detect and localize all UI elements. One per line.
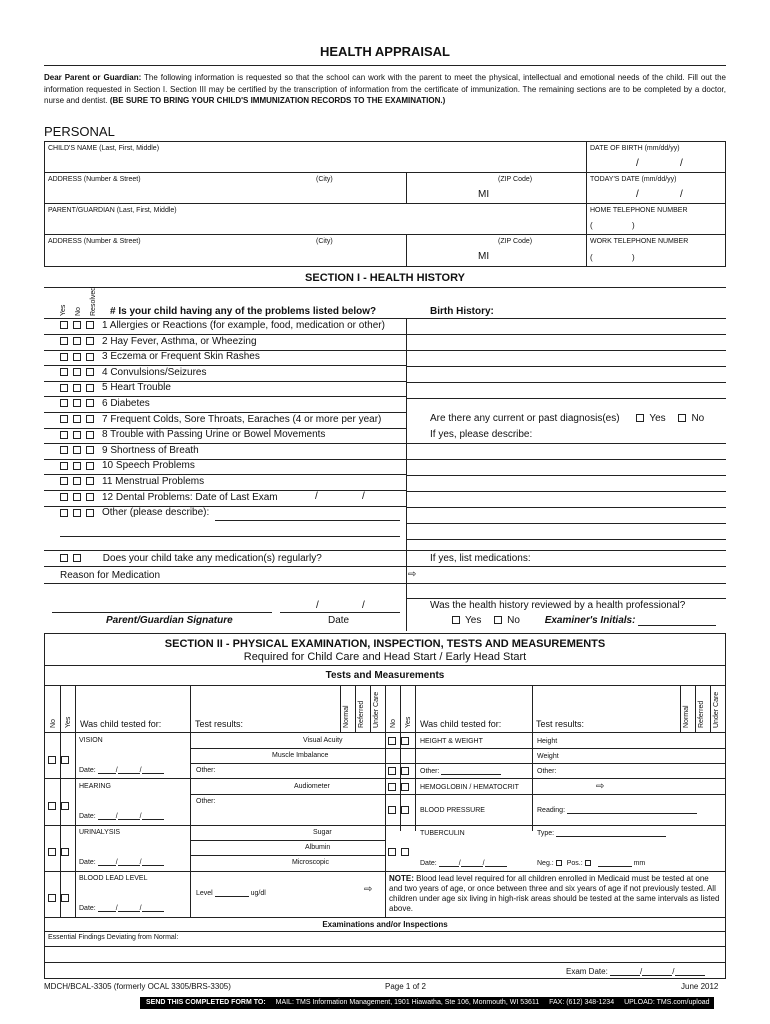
problem-resolved-checkbox[interactable] — [86, 509, 94, 517]
slash: / — [680, 158, 683, 169]
weight-label: Weight — [537, 753, 559, 760]
problem-resolved-checkbox[interactable] — [86, 493, 94, 501]
pos-label: Pos.: — [566, 860, 583, 867]
col-yes-left: Yes — [65, 716, 72, 728]
todays-date-field[interactable] — [590, 184, 722, 202]
col-under-care-right: Under Care — [713, 691, 720, 728]
col-referred-left: Referred — [358, 700, 365, 728]
lead-note — [389, 874, 721, 914]
child-name-field[interactable] — [48, 153, 584, 171]
vision-label: VISION — [79, 737, 103, 744]
tb-date — [420, 860, 507, 867]
date-label: Date: — [79, 767, 96, 774]
problem-resolved-checkbox[interactable] — [86, 321, 94, 329]
other-test-field[interactable] — [441, 768, 501, 775]
child-name-label: CHILD'S NAME (Last, First, Middle) — [48, 145, 160, 152]
paren: ) — [632, 221, 635, 230]
todays-date-label: TODAY'S DATE (mm/dd/yy) — [590, 176, 677, 183]
fax-number: FAX: (612) 348-1234 — [549, 999, 615, 1006]
problem-resolved-checkbox[interactable] — [86, 399, 94, 407]
vision-other-label: Other: — [196, 767, 216, 774]
slash: / — [362, 600, 365, 611]
problem-yes-checkbox[interactable] — [60, 462, 68, 470]
tb-result — [537, 860, 645, 867]
visual-acuity-label: Visual Acuity — [303, 737, 343, 744]
slash: / — [636, 158, 639, 169]
slash: / — [636, 189, 639, 200]
address2-label: ADDRESS (Number & Street) — [48, 238, 141, 245]
bp-checkboxes — [388, 806, 414, 814]
problem-row — [60, 414, 381, 425]
exams-heading: Examinations and/or Inspections — [322, 920, 448, 929]
problem-no-checkbox[interactable] — [73, 399, 81, 407]
no-label: No — [691, 413, 705, 424]
problem-row — [60, 320, 385, 331]
problem-label: 5 Heart Trouble — [102, 382, 171, 394]
paren: ) — [632, 253, 635, 262]
zip2-label: (ZIP Code) — [498, 238, 533, 245]
arrow-icon: ⇨ — [408, 569, 417, 580]
problem-resolved-checkbox[interactable] — [86, 462, 94, 470]
problem-label: 8 Trouble with Passing Urine or Bowel Movements — [102, 429, 326, 441]
problem-no-checkbox[interactable] — [73, 509, 81, 517]
medication-row — [60, 553, 322, 564]
intro-lead: Dear Parent or Guardian: — [44, 73, 142, 82]
slash: / — [139, 905, 142, 912]
ugdl-label: ug/dl — [250, 890, 266, 897]
form-id: MDCH/BCAL-3305 (formerly OCAL 3305/BRS-3305) — [44, 982, 231, 991]
tests-heading: Tests and Measurements — [325, 670, 445, 681]
examiner-label: Examiner's Initials: — [544, 615, 636, 626]
paren: ( — [590, 221, 593, 230]
section2-subheading: Required for Child Care and Head Start / Early Head Start — [243, 651, 527, 663]
problem-no-checkbox[interactable] — [73, 477, 81, 485]
bp-reading-field[interactable] — [567, 807, 697, 814]
problem-yes-checkbox[interactable] — [60, 431, 68, 439]
problem-label: 11 Menstrual Problems — [102, 476, 205, 487]
zip-label: (ZIP Code) — [498, 176, 533, 183]
tb-no-checkbox[interactable] — [388, 848, 396, 856]
date-label: Date: — [79, 859, 96, 866]
problem-row — [60, 476, 204, 487]
test-results-right: Test results: — [536, 719, 585, 729]
mi-label: MI — [478, 189, 490, 200]
slash: / — [139, 859, 142, 866]
reviewed-no-checkbox[interactable] — [494, 616, 502, 624]
arrow-icon: ⇨ — [596, 781, 605, 792]
home-phone-label: HOME TELEPHONE NUMBER — [590, 207, 688, 214]
slash: / — [315, 491, 318, 502]
if-yes-list: If yes, list medications: — [430, 553, 531, 564]
hw-no-checkbox[interactable] — [388, 737, 396, 745]
problem-row — [60, 367, 207, 378]
problem-resolved-checkbox[interactable] — [86, 477, 94, 485]
exam-date — [566, 967, 705, 976]
vision-no-checkbox[interactable] — [48, 756, 56, 764]
col-referred-right: Referred — [698, 700, 705, 728]
mail-address: MAIL: TMS Information Management, 1901 Hiawatha, Ste 106, Monmouth, WI 53611 — [275, 999, 540, 1006]
problem-yes-checkbox[interactable] — [60, 337, 68, 345]
problem-row — [60, 382, 171, 393]
problem-row — [60, 336, 257, 347]
test-results-left: Test results: — [195, 719, 244, 729]
problem-no-checkbox[interactable] — [73, 431, 81, 439]
problem-resolved-checkbox[interactable] — [86, 353, 94, 361]
lead-checkboxes — [48, 894, 74, 902]
upload-link[interactable]: UPLOAD: TMS.com/upload — [624, 999, 710, 1006]
section2-heading: SECTION II - PHYSICAL EXAMINATION, INSPECTION, TESTS AND MEASUREMENTS — [164, 638, 606, 650]
col-under-care-left: Under Care — [373, 691, 380, 728]
arrow-icon: ⇨ — [364, 884, 373, 895]
was-tested-right: Was child tested for: — [420, 719, 502, 729]
address-label: ADDRESS (Number & Street) — [48, 176, 141, 183]
paren: ( — [590, 253, 593, 262]
medication-yes-checkbox[interactable] — [60, 554, 68, 562]
slash: / — [115, 813, 118, 820]
tb-type-field[interactable] — [556, 830, 666, 837]
hearing-other-label: Other: — [196, 798, 216, 805]
intro-text: The following information is requested so that the school can work with the parent to meet the physical, intellectual and emotional needs of the child. Fill out the information requested in Section I. Section III may be certified by the transcription of information from the certificate of immunization. The remaining sections are to be completed by a doctor, nurse and dentist. — [44, 73, 726, 105]
hearing-date — [79, 813, 164, 820]
was-tested-left: Was child tested for: — [80, 719, 162, 729]
problem-resolved-checkbox[interactable] — [86, 368, 94, 376]
diagnosis-text: Are there any current or past diagnosis(es) — [430, 413, 620, 424]
vision-yes-checkbox[interactable] — [61, 756, 69, 764]
diagnosis-no-checkbox[interactable] — [678, 414, 686, 422]
bp-no-checkbox[interactable] — [388, 806, 396, 814]
tuberculin-label: TUBERCULIN — [420, 830, 465, 837]
signature-field[interactable] — [52, 598, 272, 612]
if-yes-describe: If yes, please describe: — [430, 429, 533, 440]
problem-label: 9 Shortness of Breath — [102, 444, 199, 456]
problem-yes-checkbox[interactable] — [60, 493, 68, 501]
date-label: Date: — [79, 813, 96, 820]
blood-lead-label: BLOOD LEAD LEVEL — [79, 875, 148, 882]
slash: / — [640, 967, 643, 976]
mm-field[interactable] — [598, 860, 632, 867]
send-to-label: SEND THIS COMPLETED FORM TO: — [146, 999, 266, 1006]
exam-date-label: Exam Date: — [566, 967, 608, 976]
problem-no-checkbox[interactable] — [73, 384, 81, 392]
lead-level-field[interactable] — [215, 890, 249, 897]
diagnosis-yes-checkbox[interactable] — [636, 414, 644, 422]
mm-label: mm — [633, 860, 646, 867]
signature-label: Parent/Guardian Signature — [106, 615, 233, 626]
problem-row — [60, 460, 195, 471]
other-test — [420, 768, 501, 775]
problem-no-checkbox[interactable] — [73, 353, 81, 361]
blood-pressure-label: BLOOD PRESSURE — [420, 807, 485, 814]
height-label: Height — [537, 738, 558, 745]
date-label: Date: — [79, 905, 96, 912]
city-label: (City) — [316, 176, 333, 183]
problem-resolved-checkbox[interactable] — [86, 446, 94, 454]
neg-label: Neg.: — [537, 860, 554, 867]
dob-field[interactable] — [590, 153, 722, 171]
problem-no-checkbox[interactable] — [73, 462, 81, 470]
lead-yes-checkbox[interactable] — [61, 894, 69, 902]
problem-yes-checkbox[interactable] — [60, 368, 68, 376]
urinalysis-checkboxes — [48, 848, 74, 856]
problem-yes-checkbox[interactable] — [60, 477, 68, 485]
muscle-imbalance-label: Muscle Imbalance — [272, 752, 329, 759]
vision-date — [79, 767, 164, 774]
problem-yes-checkbox[interactable] — [60, 384, 68, 392]
hearing-checkboxes — [48, 802, 74, 810]
col-no-right: No — [390, 719, 397, 728]
hw-checkboxes — [388, 737, 414, 745]
problem-no-checkbox[interactable] — [73, 321, 81, 329]
bp-reading — [537, 807, 697, 814]
address-field[interactable] — [48, 184, 584, 202]
pos-checkbox[interactable] — [585, 860, 591, 866]
col-yes: Yes — [60, 304, 67, 316]
yes-label: Yes — [465, 615, 482, 626]
date-label: Date — [328, 615, 350, 626]
problem-label: 3 Eczema or Frequent Skin Rashes — [102, 351, 260, 363]
col-resolved: Resolved — [90, 286, 97, 316]
problem-no-checkbox[interactable] — [73, 446, 81, 454]
hearing-no-checkbox[interactable] — [48, 802, 56, 810]
medication-question: Does your child take any medication(s) regularly? — [102, 553, 322, 564]
slash: / — [482, 860, 485, 867]
col-no-left: No — [50, 719, 57, 728]
urinalysis-yes-checkbox[interactable] — [61, 848, 69, 856]
medication-no-checkbox[interactable] — [73, 554, 81, 562]
examiner-field[interactable] — [638, 617, 716, 626]
neg-checkbox[interactable] — [556, 860, 562, 866]
slash: / — [139, 813, 142, 820]
problem-row — [60, 507, 209, 518]
lead-no-checkbox[interactable] — [48, 894, 56, 902]
other-no-checkbox[interactable] — [388, 767, 396, 775]
problem-label: 1 Allergies or Reactions (for example, food, medication or other) — [102, 320, 385, 331]
problem-no-checkbox[interactable] — [73, 415, 81, 423]
work-phone-field[interactable] — [590, 246, 722, 264]
level-label: Level — [196, 890, 213, 897]
problem-no-checkbox[interactable] — [73, 368, 81, 376]
problem-resolved-checkbox[interactable] — [86, 431, 94, 439]
home-phone-field[interactable] — [590, 215, 722, 233]
no-label: No — [507, 615, 520, 626]
urinalysis-date — [79, 859, 164, 866]
history-question: # Is your child having any of the problems listed below? — [110, 306, 377, 317]
problem-yes-checkbox[interactable] — [60, 399, 68, 407]
parent-field[interactable] — [48, 215, 584, 233]
vision-checkboxes — [48, 756, 74, 764]
hearing-label: HEARING — [79, 783, 111, 790]
hemo-yes-checkbox[interactable] — [401, 783, 409, 791]
slash: / — [115, 859, 118, 866]
urinalysis-label: URINALYSIS — [79, 829, 121, 836]
tb-checkboxes — [388, 848, 414, 856]
city2-label: (City) — [316, 238, 333, 245]
problem-yes-checkbox[interactable] — [60, 415, 68, 423]
diagnosis-question — [430, 413, 704, 424]
page-number: Page 1 of 2 — [385, 982, 426, 991]
send-to-bar — [140, 997, 714, 1009]
address2-field[interactable] — [48, 246, 584, 264]
problem-no-checkbox[interactable] — [73, 337, 81, 345]
personal-heading: PERSONAL — [44, 124, 115, 139]
col-normal-right: Normal — [683, 705, 690, 728]
hemoglobin-label: HEMOGLOBIN / HEMATOCRIT — [420, 784, 519, 791]
reviewed-yes-checkbox[interactable] — [452, 616, 460, 624]
problem-label: 12 Dental Problems: Date of Last Exam — [102, 491, 278, 503]
birth-history-label: Birth History: — [430, 306, 494, 317]
form-date: June 2012 — [681, 982, 719, 991]
work-phone-label: WORK TELEPHONE NUMBER — [590, 238, 689, 245]
mi2-label: MI — [478, 251, 490, 262]
audiometer-label: Audiometer — [294, 783, 330, 790]
problem-row — [60, 445, 199, 456]
col-no: No — [75, 307, 82, 316]
problem-label: 2 Hay Fever, Asthma, or Wheezing — [102, 335, 257, 347]
parent-label: PARENT/GUARDIAN (Last, First, Middle) — [48, 207, 177, 214]
problem-row — [60, 492, 278, 503]
slash: / — [362, 491, 365, 502]
reading-label: Reading: — [537, 807, 566, 814]
col-yes-right: Yes — [405, 716, 412, 728]
page-title: HEALTH APPRAISAL — [320, 44, 450, 59]
lead-date — [79, 905, 164, 912]
other-checkboxes — [388, 767, 414, 775]
slash: / — [680, 189, 683, 200]
hemo-no-checkbox[interactable] — [388, 783, 396, 791]
reason-label: Reason for Medication — [60, 570, 161, 581]
problem-row — [60, 429, 325, 440]
slash: / — [115, 767, 118, 774]
problem-row — [60, 398, 150, 409]
reviewed-question: Was the health history reviewed by a health professional? — [430, 600, 686, 611]
other-test-label: Other: — [420, 768, 440, 775]
problem-yes-checkbox[interactable] — [60, 509, 68, 517]
problem-yes-checkbox[interactable] — [60, 353, 68, 361]
type-label: Type: — [537, 830, 555, 837]
date-label: Date: — [420, 860, 437, 867]
tb-yes-checkbox[interactable] — [401, 848, 409, 856]
reviewed-answers — [452, 615, 716, 626]
problem-resolved-checkbox[interactable] — [86, 415, 94, 423]
problem-yes-checkbox[interactable] — [60, 321, 68, 329]
slash: / — [458, 860, 461, 867]
slash: / — [139, 767, 142, 774]
other-yes-checkbox[interactable] — [401, 767, 409, 775]
bp-yes-checkbox[interactable] — [401, 806, 409, 814]
problem-label: 4 Convulsions/Seizures — [102, 366, 207, 378]
problem-row — [60, 351, 260, 362]
findings-label: Essential Findings Deviating from Normal: — [48, 934, 179, 941]
albumin-label: Albumin — [305, 844, 331, 851]
tb-type — [537, 830, 666, 837]
hemo-checkboxes — [388, 783, 414, 791]
hw-other-label: Other: — [537, 768, 557, 775]
problem-yes-checkbox[interactable] — [60, 446, 68, 454]
col-normal-left: Normal — [343, 705, 350, 728]
microscopic-label: Microscopic — [292, 859, 329, 866]
sugar-label: Sugar — [313, 829, 332, 836]
problem-label: Other (please describe): — [102, 507, 210, 519]
slash: / — [672, 967, 675, 976]
divider — [44, 65, 726, 66]
intro-paragraph — [44, 72, 726, 107]
note-text: Blood lead level required for all children enrolled in Medicaid must be tested at one and two years of age, or once between three and six years of age if not previously tested. All children under age six living in high-risk areas should be tested at the same intervals as listed above. — [389, 874, 720, 913]
slash: / — [316, 600, 319, 611]
note-label: NOTE: — [389, 874, 414, 883]
hw-yes-checkbox[interactable] — [401, 737, 409, 745]
section1-heading: SECTION I - HEALTH HISTORY — [305, 272, 465, 284]
yes-label: Yes — [649, 413, 666, 424]
intro-note: (BE SURE TO BRING YOUR CHILD'S IMMUNIZATION RECORDS TO THE EXAMINATION.) — [109, 96, 446, 105]
hearing-yes-checkbox[interactable] — [61, 802, 69, 810]
lead-level — [196, 890, 266, 897]
problem-resolved-checkbox[interactable] — [86, 384, 94, 392]
height-weight-label: HEIGHT & WEIGHT — [420, 738, 483, 745]
dob-label: DATE OF BIRTH (mm/dd/yy) — [590, 145, 680, 152]
slash: / — [115, 905, 118, 912]
problem-label: 6 Diabetes — [102, 398, 150, 409]
problem-no-checkbox[interactable] — [73, 493, 81, 501]
problem-resolved-checkbox[interactable] — [86, 337, 94, 345]
problem-label: 10 Speech Problems — [102, 460, 195, 472]
problem-label: 7 Frequent Colds, Sore Throats, Earaches (4 or more per year) — [102, 413, 382, 425]
urinalysis-no-checkbox[interactable] — [48, 848, 56, 856]
